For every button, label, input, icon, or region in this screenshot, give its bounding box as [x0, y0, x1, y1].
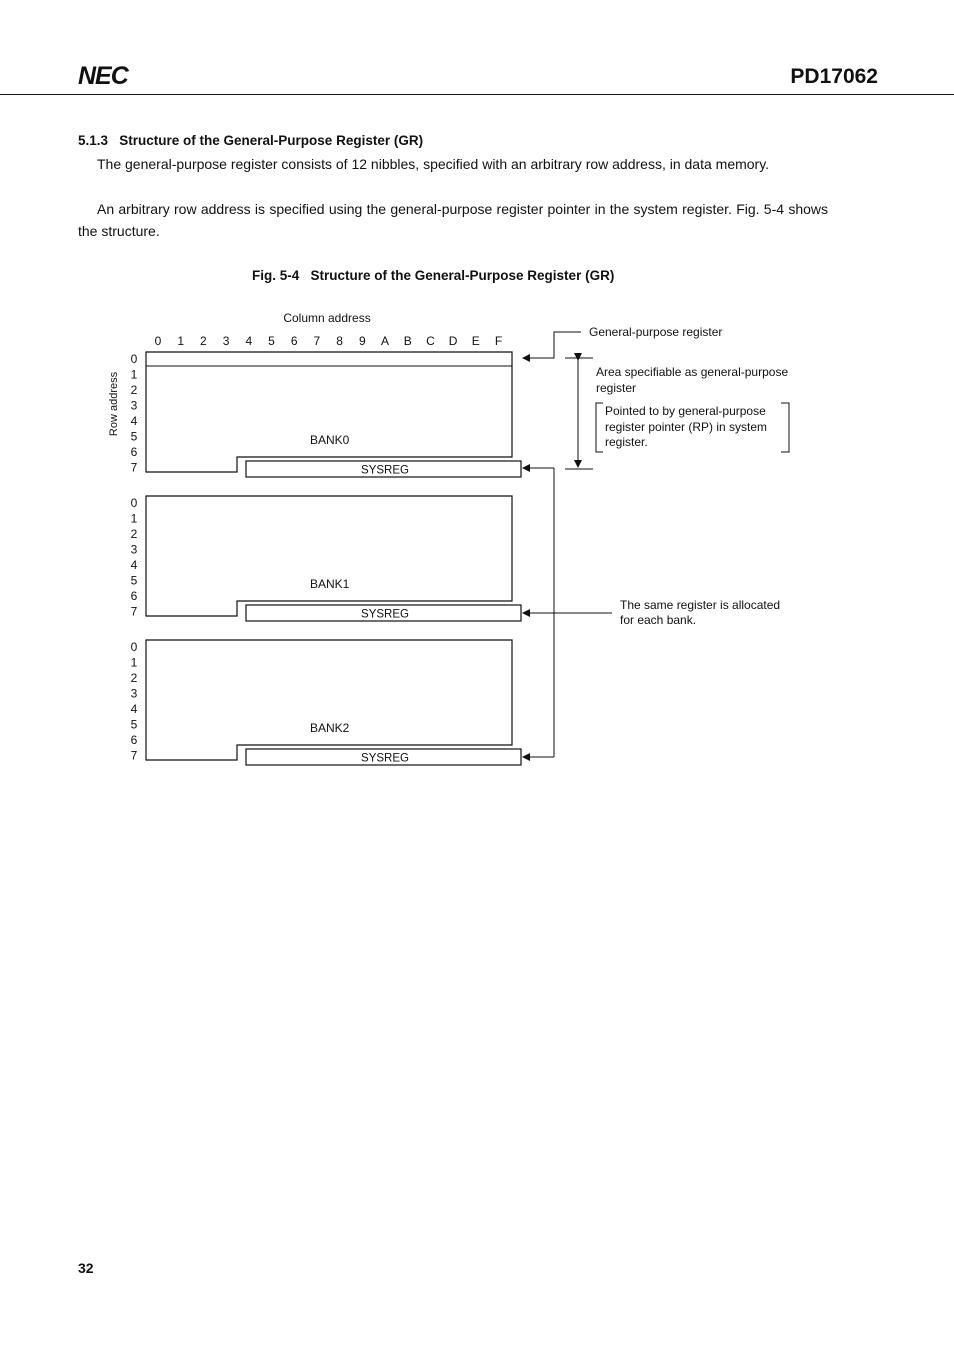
bank-label: BANK0 — [310, 433, 350, 447]
row-label: 3 — [130, 398, 138, 413]
sysreg-label: SYSREG — [361, 608, 409, 621]
gpr-label: General-purpose register — [589, 325, 723, 339]
banks — [131, 352, 521, 765]
column-label: 5 — [268, 334, 275, 348]
bank-2 — [131, 640, 521, 765]
nec-logo: NEC — [78, 62, 128, 90]
bank-1 — [131, 496, 521, 621]
area-label-line1: Area specifiable as general-purpose — [596, 365, 789, 379]
page-number: 32 — [78, 1260, 94, 1276]
paragraph-1: The general-purpose register consists of 12 nibbles, specified with an arbitrary row address, in data memory. — [97, 156, 770, 172]
area-label-line2: register — [596, 381, 637, 395]
row-label: 6 — [130, 589, 138, 603]
bank-outline — [146, 352, 512, 472]
note-bracket-left — [596, 403, 603, 452]
row-label: 4 — [130, 414, 138, 428]
column-label: 9 — [358, 334, 366, 348]
column-label: B — [403, 334, 412, 348]
column-address-label: Column address — [283, 311, 371, 325]
row-label: 2 — [130, 383, 138, 397]
row-label: 0 — [130, 640, 138, 654]
column-label: 0 — [154, 334, 162, 348]
row-label: 1 — [130, 367, 138, 382]
row-label: 4 — [130, 702, 138, 716]
column-labels — [155, 334, 503, 348]
column-label: 1 — [177, 334, 185, 348]
model-number: PD17062 — [790, 65, 878, 88]
column-label: 2 — [200, 334, 207, 348]
row-label: 5 — [130, 573, 138, 588]
column-label: 4 — [245, 334, 253, 348]
row-label: 2 — [130, 527, 138, 541]
section-heading: 5.1.3 Structure of the General-Purpose Register (GR) — [78, 133, 424, 148]
pointed-label-line3: register. — [605, 435, 648, 449]
row-label: 0 — [130, 352, 138, 366]
row-label: 7 — [130, 604, 138, 619]
row-label: 2 — [130, 671, 138, 685]
row-label: 1 — [130, 655, 138, 670]
pointed-label-line1: Pointed to by general-purpose — [605, 404, 766, 418]
gpr-arrow — [523, 332, 581, 358]
row-label: 5 — [130, 717, 138, 732]
row-label: 6 — [130, 445, 138, 459]
row-label: 4 — [130, 558, 138, 572]
column-label: 8 — [336, 334, 343, 348]
sysreg-label: SYSREG — [361, 464, 409, 477]
row-label: 3 — [130, 686, 138, 701]
bank-label: BANK2 — [310, 721, 350, 735]
row-address-label: Row address — [108, 371, 120, 437]
column-label: 6 — [290, 334, 298, 348]
bank-label: BANK1 — [310, 577, 350, 591]
row-label: 5 — [130, 429, 138, 444]
bank-outline — [146, 496, 512, 616]
column-label: 7 — [313, 334, 321, 348]
row-label: 7 — [130, 748, 138, 763]
figure-caption: Fig. 5-4 Structure of the General-Purpose Register (GR) — [252, 268, 615, 283]
column-label: 3 — [222, 334, 230, 348]
row-label: 1 — [130, 511, 138, 526]
column-label: F — [494, 334, 503, 348]
column-label: D — [448, 334, 458, 348]
column-label: C — [426, 334, 435, 348]
bank-outline — [146, 640, 512, 760]
bank-0 — [131, 352, 521, 477]
same-register-label-line2: for each bank. — [620, 613, 697, 627]
row-label: 6 — [130, 733, 138, 747]
pointed-label-line2: register pointer (RP) in system — [605, 420, 768, 434]
row-label: 7 — [130, 460, 138, 475]
row-label: 0 — [130, 496, 138, 510]
same-register-label-line1: The same register is allocated — [620, 598, 781, 612]
column-label: E — [471, 334, 480, 348]
row-label: 3 — [130, 542, 138, 557]
paragraph-2: An arbitrary row address is specified using the general-purpose register pointer in the system register. Fig. 5-4 shows the structure. — [78, 201, 828, 239]
column-label: A — [380, 334, 390, 348]
sysreg-label: SYSREG — [361, 752, 409, 765]
note-bracket-right — [781, 403, 789, 452]
